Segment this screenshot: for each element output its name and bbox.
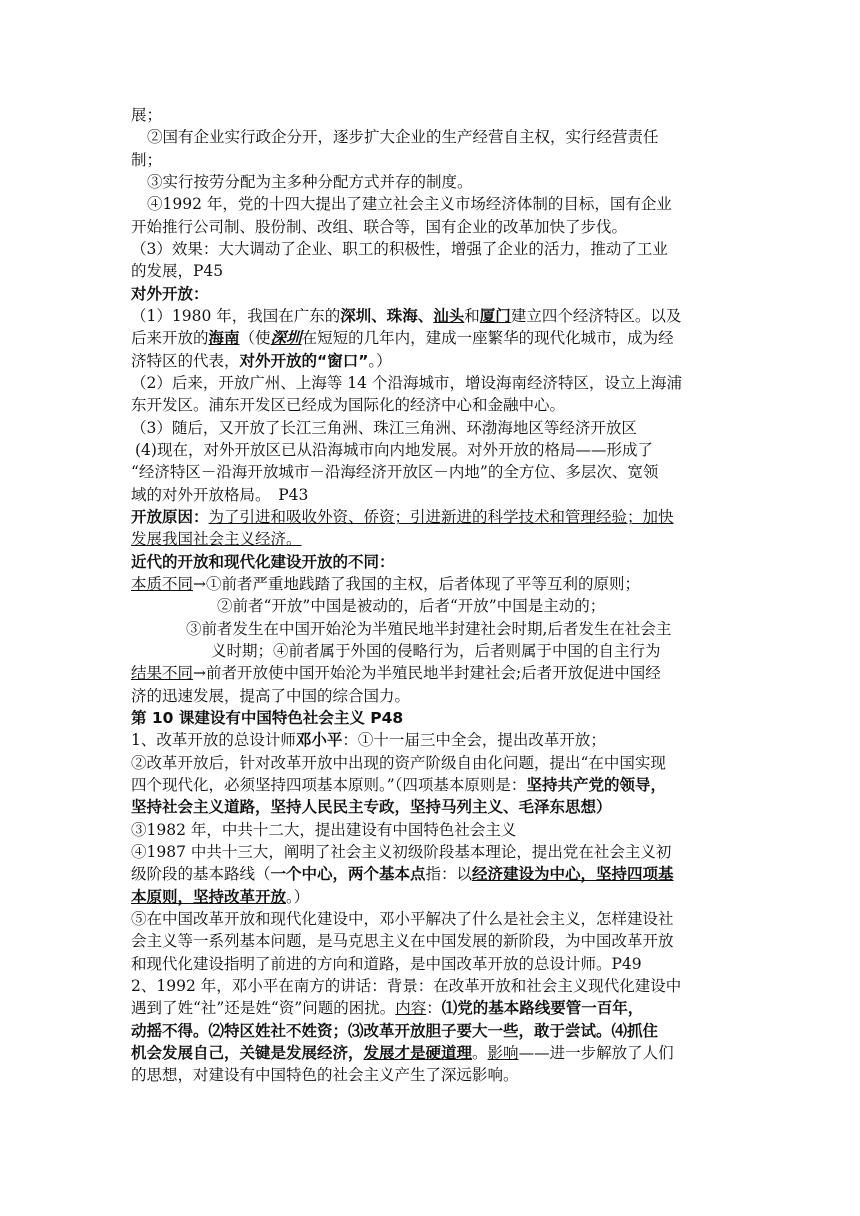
text-segment: 。） — [286, 888, 310, 906]
text-segment: 动摇不得。⑵特区姓社不姓资；⑶改革开放胆子要大一些，敢于尝试。⑷抓住 — [131, 1022, 659, 1040]
text-segment: （2）后来，开放广州、上海等 14 个沿海城市，增设海南经济特区，设立上海浦 — [131, 374, 682, 392]
text-segment: 坚持共产党的领导， — [526, 776, 666, 794]
text-segment: 。） — [368, 352, 392, 370]
text-line — [131, 1042, 674, 1064]
text-segment: “经济特区－沿海开放城市－沿海经济开放区－内地”的全方位、多层次、宽领 — [131, 463, 659, 481]
text-line — [131, 997, 643, 1019]
text-segment: ： — [426, 999, 442, 1017]
lesson-heading — [131, 707, 403, 729]
text-segment: ⑴党的基本路线要管一百年， — [441, 999, 644, 1017]
text-line — [131, 908, 674, 930]
text-segment: ：①十一届三中全会，提出改革开放； — [342, 731, 606, 749]
text-segment: →前者开放使中国开始沦为半殖民地半封建社会;后者开放促进中国经 — [193, 664, 661, 682]
text-line — [217, 595, 605, 617]
text-segment: （使 — [239, 329, 271, 347]
text-segment: 影响 — [487, 1044, 519, 1062]
text-segment: 遇到了姓“社”还是姓“资”问题的困扰。 — [131, 999, 396, 1017]
text-line — [131, 975, 681, 997]
text-line — [131, 886, 309, 908]
text-segment: 开放原因： — [131, 508, 209, 526]
text-segment: 和现代化建设指明了前进的方向和道路，是中国改革开放的总设计师。P49 — [131, 955, 642, 973]
text-line — [131, 461, 658, 483]
text-segment: ③前者发生在中国开始沦为半殖民地半封建社会时期,后者发生在社会主 — [186, 620, 672, 638]
text-segment: （3）效果：大大调动了企业、职工的积极性，增强了企业的活力，推动了工业 — [131, 240, 668, 258]
text-line — [147, 126, 659, 148]
text-segment: ④1992 年，党的十四大提出了建立社会主义市场经济体制的目标，国有企业 — [147, 195, 672, 213]
text-line — [131, 573, 640, 595]
text-segment: 一个中心，两个基本点 — [270, 865, 426, 883]
text-segment: ②前者“开放”中国是被动的，后者“开放”中国是主动的； — [217, 597, 606, 615]
text-segment: ④1987 中共十三大，阐明了社会主义初级阶段基本理论，提出党在社会主义初 — [131, 843, 672, 861]
text-line — [131, 662, 661, 684]
text-segment: 四个现代化，必须坚持四项基本原则。”（四项基本原则是： — [131, 776, 527, 794]
text-line — [131, 305, 681, 327]
text-line — [131, 104, 162, 126]
text-segment: 本质不同 — [131, 575, 194, 593]
text-line — [147, 171, 473, 193]
text-segment: 邓小平 — [295, 731, 343, 749]
text-segment: 在短短的几年内，建成一座繁华的现代化城市，成为经 — [301, 329, 674, 347]
text-segment: ——进一步解放了人们 — [518, 1044, 674, 1062]
text-segment: 本原则，坚持改革开放 — [131, 888, 287, 906]
text-line — [131, 685, 410, 707]
text-segment: 为了引进和吸收外资、侨资；引进新进的科学技术和管理经验；加快 — [208, 508, 674, 526]
text-segment: 级阶段的基本路线（ — [131, 865, 271, 883]
text-line — [131, 372, 682, 394]
text-line — [131, 819, 516, 841]
text-segment: ②改革开放后，针对改革开放中出现的资产阶级自由化问题，提出“在中国实现 — [131, 754, 666, 772]
text-segment: 2、1992 年，邓小平在南方的讲话：背景：在改革开放和社会主义现代化建设中 — [131, 977, 682, 995]
text-segment: 济特区的代表， — [131, 352, 240, 370]
text-line — [131, 752, 666, 774]
text-segment: 济的迅速发展，提高了中国的综合国力。 — [131, 687, 411, 705]
text-line — [131, 484, 308, 506]
text-segment: ③1982 年，中共十二大，提出建设有中国特色社会主义 — [131, 821, 517, 839]
text-segment: 坚持社会主义道路，坚持人民民主专政，坚持马列主义、毛泽东思想） — [131, 798, 612, 816]
text-line — [131, 394, 565, 416]
text-segment: 海南 — [208, 329, 240, 347]
text-segment: →①前者严重地践踏了我国的主权，后者体现了平等互利的原则； — [193, 575, 641, 593]
text-segment: 汕头 — [433, 307, 465, 325]
section-heading — [131, 551, 395, 573]
text-segment: 开始推行公司制、股份制、改组、联合等，国有企业的改革加快了步伐。 — [131, 218, 628, 236]
text-segment: 的思想，对建设有中国特色的社会主义产生了深远影响。 — [131, 1066, 519, 1084]
text-segment: ⑤在中国改革开放和现代化建设中，邓小平解决了什么是社会主义，怎样建设社 — [131, 910, 674, 928]
text-line — [131, 841, 671, 863]
text-segment: （3）随后，又开放了长江三角洲、珠江三角洲、环渤海地区等经济开放区 — [131, 419, 637, 437]
text-segment: 1、改革开放的总设计师 — [131, 731, 296, 749]
section-heading — [131, 283, 209, 305]
text-segment: 深圳、珠海、 — [340, 307, 434, 325]
text-segment: 近代的开放和现代化建设开放的不同： — [131, 553, 395, 571]
text-segment: (4)现在，对外开放区已从沿海城市向内地发展。对外开放的格局——形成了 — [135, 441, 653, 459]
text-line — [131, 528, 302, 550]
text-line — [131, 729, 606, 751]
text-line — [131, 930, 674, 952]
text-line — [131, 1020, 658, 1042]
text-segment: 后来开放的 — [131, 329, 209, 347]
text-line — [147, 193, 672, 215]
text-segment: 的发展，P45 — [131, 262, 224, 280]
text-line — [131, 774, 666, 796]
text-segment: 第 10 课建设有中国特色社会主义 P48 — [131, 709, 404, 727]
text-segment: 和 — [464, 307, 480, 325]
text-segment: 深圳 — [270, 329, 302, 347]
text-line — [131, 796, 612, 818]
text-segment: 建立四个经济特区。以及 — [510, 307, 682, 325]
text-line — [131, 238, 668, 260]
text-line — [131, 149, 162, 171]
text-segment: 域的对外开放格局。 P43 — [131, 486, 309, 504]
text-segment: 展； — [131, 106, 163, 124]
text-segment: 。 — [472, 1044, 488, 1062]
text-segment: 制； — [131, 151, 163, 169]
text-segment: 机会发展自己，关键是发展经济， — [131, 1044, 364, 1062]
text-segment: ②国有企业实行政企分开，逐步扩大企业的生产经营自主权，实行经营责任 — [147, 128, 659, 146]
text-line — [131, 1064, 519, 1086]
text-segment: 结果不同 — [131, 664, 194, 682]
text-segment: 经济建设为中心，坚持四项基 — [472, 865, 674, 883]
text-segment: 会主义等一系列基本问题，是马克思主义在中国发展的新阶段，为中国改革开放 — [131, 932, 674, 950]
text-line — [131, 327, 674, 349]
text-segment: 东开发区。浦东开发区已经成为国际化的经济中心和金融中心。 — [131, 396, 566, 414]
text-line — [131, 260, 223, 282]
text-segment: 内容 — [395, 999, 427, 1017]
text-segment: 义时期；④前者属于外国的侵略行为，后者则属于中国的自主行为 — [211, 642, 661, 660]
text-line — [131, 863, 674, 885]
text-line — [131, 216, 627, 238]
text-segment: 厦门 — [479, 307, 511, 325]
text-line — [131, 506, 674, 528]
text-segment: ③实行按劳分配为主多种分配方式并存的制度。 — [147, 173, 473, 191]
text-line — [135, 439, 653, 461]
text-segment: 指：以 — [425, 865, 473, 883]
text-segment: 发展我国社会主义经济。 — [131, 530, 302, 548]
text-line — [131, 953, 642, 975]
text-line — [211, 640, 661, 662]
text-segment: 发展才是硬道理 — [363, 1044, 473, 1062]
text-segment: 对外开放： — [131, 285, 209, 303]
text-line — [131, 417, 637, 439]
text-segment: （1）1980 年，我国在广东的 — [131, 307, 341, 325]
text-line — [131, 350, 392, 372]
text-segment: 对外开放的“窗口” — [239, 352, 369, 370]
text-line — [186, 618, 671, 640]
